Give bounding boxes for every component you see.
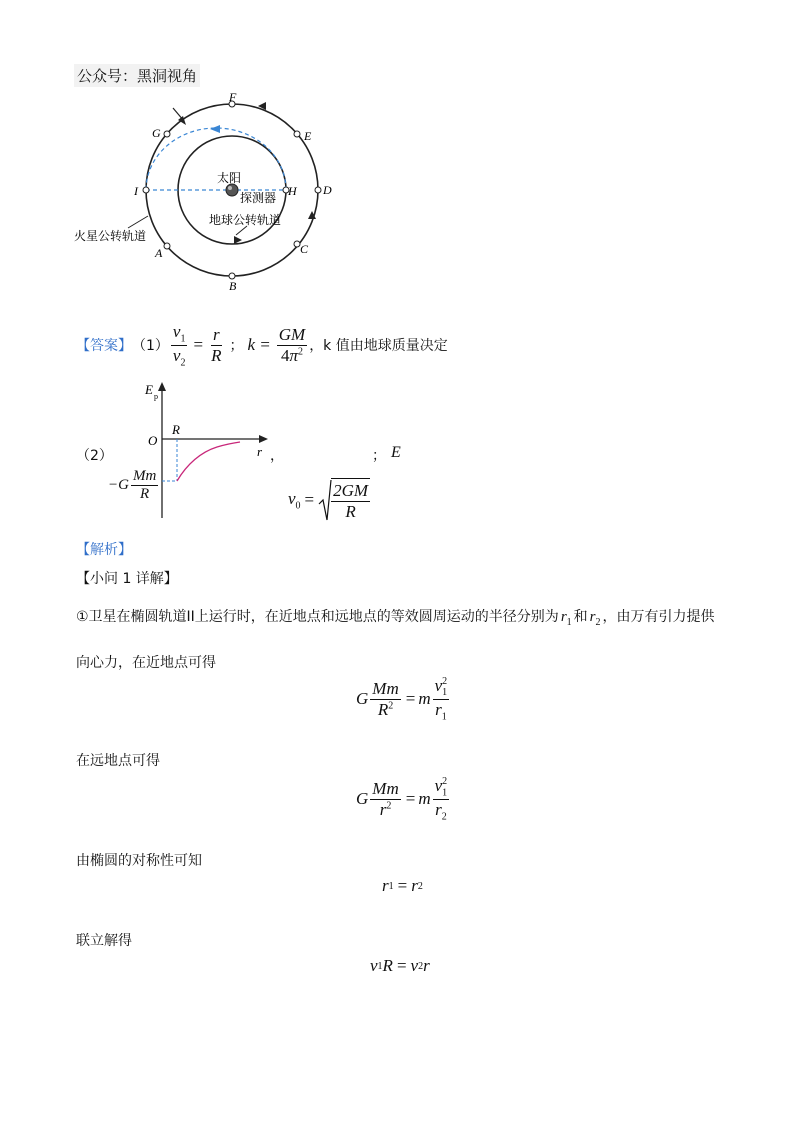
subquestion-label: 【小问 1 详解】 bbox=[76, 571, 178, 587]
marker-A bbox=[164, 243, 170, 249]
orbit-diagram bbox=[60, 85, 360, 295]
equation-symmetry: r 1 = r 2 bbox=[382, 876, 423, 895]
escape-velocity-formula: $v_0$ = $\frac{2GM}{R}$ bbox=[288, 478, 372, 522]
answer-sep-1: ； bbox=[229, 338, 244, 355]
label-E: E bbox=[304, 129, 312, 143]
analysis-p1-and: 和 bbox=[573, 609, 588, 625]
label-F: F bbox=[229, 90, 237, 104]
label-H: H bbox=[288, 184, 297, 198]
label-B: B bbox=[229, 279, 237, 293]
analysis-p1-b: ，由万有引力提供 bbox=[602, 609, 715, 625]
y-axis-arrow bbox=[158, 382, 166, 391]
sun bbox=[226, 184, 238, 196]
ylabel: E bbox=[145, 382, 153, 397]
k-equals: k = bbox=[247, 335, 271, 355]
mars-orbit-label: 火星公转轨道 bbox=[74, 229, 147, 243]
analysis-p2: 在远地点可得 bbox=[76, 753, 160, 769]
energy-min-label: −G $\frac{Mm}{R}$ bbox=[108, 468, 157, 503]
watermark-text: 公众号：黑洞视角 bbox=[74, 64, 200, 87]
label-C: C bbox=[300, 242, 309, 256]
probe-label: 探测器 bbox=[240, 191, 277, 205]
r1-symbol: $r_1$ bbox=[560, 609, 572, 628]
answer-label: 【答案】 bbox=[76, 338, 132, 355]
sun-label: 太阳 bbox=[217, 171, 242, 185]
x-axis-arrow bbox=[259, 435, 268, 443]
sqrt-sign bbox=[318, 478, 332, 522]
ylabel-sub: p bbox=[154, 392, 158, 401]
answer-line-1 bbox=[76, 322, 448, 369]
part1-number: （1） bbox=[132, 338, 169, 355]
earth-orbit-label: 地球公转轨道 bbox=[209, 213, 282, 227]
part2-semicolon: ； bbox=[372, 448, 386, 464]
equation-apogee: G $\frac{Mm}{r^2}$ = m $\frac{v_1^2}{r_2}$ bbox=[356, 776, 448, 823]
xlabel: r bbox=[257, 444, 263, 459]
energy-curve bbox=[177, 442, 240, 481]
equation-perigee: G $\frac{Mm}{R^2}$ = m $\frac{v_1^2}{r_1}$ bbox=[356, 676, 448, 723]
analysis-p3: 由椭圆的对称性可知 bbox=[76, 853, 202, 869]
analysis-p1-c: 向心力，在近地点可得 bbox=[76, 655, 216, 671]
answer-tail: ，k 值由地球质量决定 bbox=[309, 338, 448, 355]
k-formula: $\frac{GM}{4\pi^2}$ bbox=[278, 325, 306, 365]
velocity-ratio-formula: $\frac{v_1}{v_2}$ = $\frac{r}{R}$ bbox=[172, 322, 222, 369]
analysis-p1 bbox=[76, 606, 715, 628]
equation-result: v 1 R = v 2 r bbox=[370, 956, 430, 975]
analysis-p4: 联立解得 bbox=[76, 933, 132, 949]
analysis-p1-a: ①卫星在椭圆轨道II上运行时，在近地点和远地点的等效圆周运动的半径分别为 bbox=[76, 609, 559, 625]
analysis-label: 【解析】 bbox=[76, 542, 132, 558]
part2-E: E bbox=[391, 444, 401, 461]
marker-G bbox=[164, 131, 170, 137]
label-A: A bbox=[155, 246, 163, 260]
part2-number: （2） bbox=[76, 448, 113, 464]
origin-label: O bbox=[148, 433, 158, 448]
marker-E bbox=[294, 131, 300, 137]
label-I: I bbox=[134, 184, 138, 198]
R-label: R bbox=[172, 422, 180, 437]
marker-I bbox=[143, 187, 149, 193]
label-G: G bbox=[152, 126, 161, 140]
part2-comma: ， bbox=[270, 448, 284, 464]
r2-symbol: $r_2$ bbox=[589, 609, 601, 628]
minus-G: −G bbox=[108, 477, 129, 494]
label-D: D bbox=[323, 183, 332, 197]
marker-D bbox=[315, 187, 321, 193]
transfer-arrow bbox=[210, 125, 220, 133]
